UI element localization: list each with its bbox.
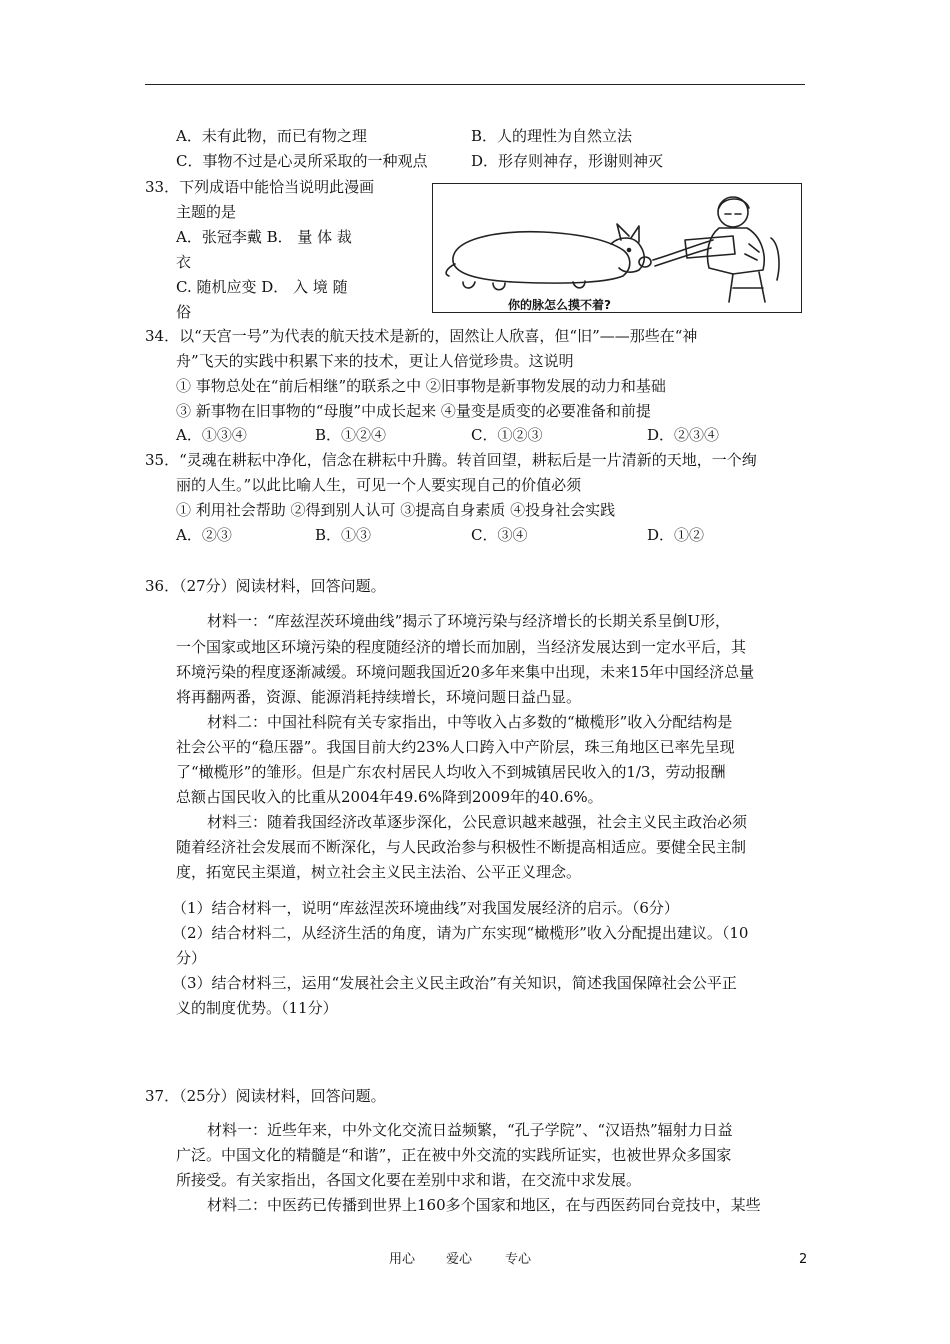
- q36-header: 36．（27分）阅读材料，回答问题。: [145, 577, 386, 595]
- q34-statements-1-2: ① 事物总处在“前后相继”的联系之中 ②旧事物是新事物发展的动力和基础: [176, 377, 666, 395]
- q34-stem-line-1: 34．以“天宫一号”为代表的航天技术是新的，固然让人欣喜，但“旧”——那些在“神: [145, 327, 698, 345]
- q36-sub-question-1: （1）结合材料一，说明“库兹涅茨环境曲线”对我国发展经济的启示。（6分）: [172, 899, 679, 917]
- q33-options-cd: C. 随机应变 D． 入 境 随: [176, 278, 348, 296]
- q36-material-2-line-3: 了“橄榄形”的雏形。但是广东农村居民人均收入不到城镇居民收入的1/3，劳动报酬: [176, 763, 726, 781]
- q36-material-1-line-2: 一个国家或地区环境污染的程度随经济的增长而加剧，当经济发展达到一定水平后，其: [176, 638, 747, 656]
- q36-material-1-line-3: 环境污染的程度逐渐减缓。环境问题我国近20多年来集中出现，未来15年中国经济总量: [176, 663, 755, 681]
- header-rule: [145, 84, 805, 85]
- footer-word-1: 用心: [389, 1252, 416, 1267]
- q33-options-cd-wrap: 俗: [176, 303, 192, 321]
- q36-material-3-line-3: 度，拓宽民主渠道，树立社会主义民主法治、公平正义理念。: [176, 863, 582, 881]
- q37-material-2-line-1: 材料二：中医药已传播到世界上160多个国家和地区，在与西医药同台竞技中，某些: [207, 1196, 761, 1214]
- q35-option-a: A．②③: [176, 526, 232, 544]
- q32-option-b: B．人的理性为自然立法: [471, 127, 633, 145]
- q35-option-b: B．①③: [315, 526, 372, 544]
- cartoon-drawing: [433, 184, 801, 312]
- q36-material-3-line-2: 随着经济社会发展而不断深化，与人民政治参与积极性不断提高相适应。要健全民主制: [176, 838, 747, 856]
- q36-sub-question-2-line-2: 分）: [176, 949, 207, 967]
- q32-option-a: A．未有此物，而已有物之理: [176, 127, 367, 145]
- q36-material-2-line-1: 材料二：中国社科院有关专家指出，中等收入占多数的“橄榄形”收入分配结构是: [207, 713, 733, 731]
- q35-stem-line-1: 35．“灵魂在耕耘中净化，信念在耕耘中升腾。转首回望，耕耘后是一片清新的天地，一个绚: [145, 451, 757, 469]
- q36-material-2-line-2: 社会公平的“稳压器”。我国目前大约23%人口跨入中产阶层，珠三角地区已率先呈现: [176, 738, 735, 756]
- q36-sub-question-3-line-2: 义的制度优势。（11分）: [176, 999, 338, 1017]
- q36-material-1-line-1: 材料一：“库兹涅茨环境曲线”揭示了环境污染与经济增长的长期关系呈倒U形，: [207, 612, 730, 630]
- q35-stem-line-2: 丽的人生。”以此比喻人生，可见一个人要实现自己的价值必须: [176, 476, 582, 494]
- footer-word-2: 爱心: [446, 1252, 473, 1267]
- q36-material-1-line-4: 将再翻两番，资源、能源消耗持续增长，环境问题日益凸显。: [176, 688, 582, 706]
- q32-option-c: C．事物不过是心灵所采取的一种观点: [176, 152, 428, 170]
- q32-option-d: D．形存则神存，形谢则神灭: [471, 152, 664, 170]
- q37-material-1-line-1: 材料一：近些年来，中外文化交流日益频繁，“孔子学院”、“汉语热”辐射力日益: [207, 1121, 733, 1139]
- q36-sub-question-2-line-1: （2）结合材料二，从经济生活的角度，请为广东实现“橄榄形”收入分配提出建议。（10: [172, 924, 749, 942]
- q33-stem-line-1: 33．下列成语中能恰当说明此漫画: [145, 178, 375, 196]
- page-number: 2: [799, 1252, 808, 1267]
- q35-statements: ① 利用社会帮助 ②得到别人认可 ③提高自身素质 ④投身社会实践: [176, 501, 616, 519]
- q35-option-c: C．③④: [471, 526, 528, 544]
- cartoon-caption: 你的脉怎么摸不着?: [508, 298, 611, 312]
- q36-sub-question-3-line-1: （3）结合材料三，运用“发展社会主义民主政治”有关知识，简述我国保障社会公平正: [172, 974, 737, 992]
- q37-material-1-line-2: 广泛。中国文化的精髓是“和谐”，正在被中外交流的实践所证实，也被世界众多国家: [176, 1146, 732, 1164]
- q33-options-ab: A．张冠李戴 B． 量 体 裁: [176, 228, 352, 246]
- footer-word-3: 专心: [505, 1252, 532, 1267]
- q36-material-3-line-1: 材料三：随着我国经济改革逐步深化，公民意识越来越强，社会主义民主政治必须: [207, 813, 748, 831]
- q36-material-2-line-4: 总额占国民收入的比重从2004年49.6%降到2009年的40.6%。: [176, 788, 603, 806]
- q34-option-a: A．①③④: [176, 426, 247, 444]
- q34-statements-3-4: ③ 新事物在旧事物的“母腹”中成长起来 ④量变是质变的必要准备和前提: [176, 402, 651, 420]
- q33-options-ab-wrap: 衣: [176, 253, 192, 271]
- q37-material-1-line-3: 所接受。有关家指出，各国文化要在差别中求和谐，在交流中求发展。: [176, 1171, 642, 1189]
- q34-option-d: D．②③④: [647, 426, 720, 444]
- q34-option-c: C．①②③: [471, 426, 543, 444]
- q34-stem-line-2: 舟”飞天的实践中积累下来的技术，更让人倍觉珍贵。这说明: [176, 352, 574, 370]
- q34-option-b: B．①②④: [315, 426, 387, 444]
- q37-header: 37．（25分）阅读材料，回答问题。: [145, 1087, 386, 1105]
- cartoon-image: [432, 183, 802, 313]
- q33-stem-line-2: 主题的是: [176, 203, 237, 221]
- q35-option-d: D．①②: [647, 526, 705, 544]
